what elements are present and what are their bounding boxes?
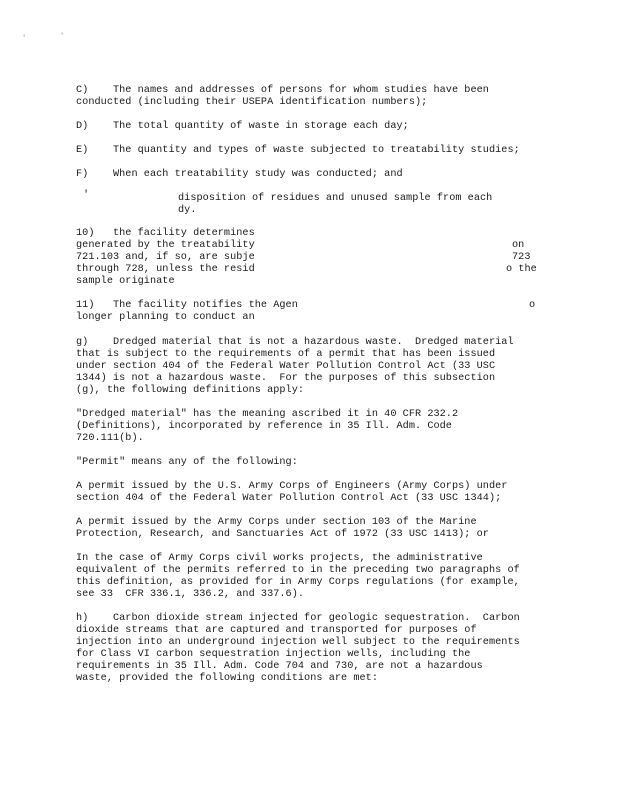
text-line: dioxide streams that are captured and transported for purposes of: [76, 625, 477, 636]
text-line: section 404 of the Federal Water Pollution Control Act (33 USC 1344);: [76, 493, 502, 504]
text-line: (Definitions), incorporated by reference in 35 Ill. Adm. Code: [76, 421, 452, 432]
text-line: this definition, as provided for in Army Corps regulations (for example,: [76, 577, 520, 588]
text-line: on: [512, 240, 525, 251]
scan-mark: ': [22, 35, 27, 43]
text-line: 10) the facility determines: [76, 228, 255, 239]
text-line: Protection, Research, and Sanctuaries Act of 1972 (33 USC 1413); or: [76, 529, 489, 540]
text-line: waste, provided the following conditions are met:: [76, 673, 379, 684]
text-mark: ': [83, 190, 90, 201]
text-line: 723: [512, 252, 531, 263]
text-line: see 33 CFR 336.1, 336.2, and 337.6).: [76, 589, 305, 600]
text-line: through 728, unless the resid: [76, 264, 255, 275]
text-line: generated by the treatability: [76, 240, 255, 251]
text-line: (g), the following definitions apply:: [76, 385, 305, 396]
text-line: requirements in 35 Ill. Adm. Code 704 and 730, are not a hazardous: [76, 661, 483, 672]
text-line: 11) The facility notifies the Agen: [76, 300, 298, 311]
text-line: "Permit" means any of the following:: [76, 457, 298, 468]
text-line: D) The total quantity of waste in storage each day;: [76, 121, 409, 132]
text-line: conducted (including their USEPA identification numbers);: [76, 97, 428, 108]
text-line: o: [529, 300, 536, 311]
text-line: In the case of Army Corps civil works projects, the administrative: [76, 553, 483, 564]
text-line: sample originate: [76, 276, 175, 287]
text-line: o the: [506, 264, 537, 275]
text-line: "Dredged material" has the meaning ascribed it in 40 CFR 232.2: [76, 409, 459, 420]
text-line: h) Carbon dioxide stream injected for geologic sequestration. Carbon: [76, 613, 520, 624]
text-line: under section 404 of the Federal Water Pollution Control Act (33 USC: [76, 361, 496, 372]
text-line: A permit issued by the Army Corps under section 103 of the Marine: [76, 517, 477, 528]
text-line: C) The names and addresses of persons for whom studies have been: [76, 85, 489, 96]
text-line: dy.: [178, 205, 197, 216]
text-line: g) Dredged material that is not a hazardous waste. Dredged material: [76, 337, 514, 348]
text-line: F) When each treatability study was conducted; and: [76, 169, 403, 180]
text-line: disposition of residues and unused sample from each: [178, 193, 493, 204]
text-line: for Class VI carbon sequestration injection wells, including the: [76, 649, 471, 660]
text-line: equivalent of the permits referred to in the preceding two paragraphs of: [76, 565, 520, 576]
scan-mark: ': [60, 33, 65, 41]
text-line: injection into an underground injection well subject to the requirements: [76, 637, 520, 648]
text-line: longer planning to conduct an: [76, 312, 255, 323]
text-line: E) The quantity and types of waste subjected to treatability studies;: [76, 145, 520, 156]
text-line: that is subject to the requirements of a permit that has been issued: [76, 349, 496, 360]
text-line: 721.103 and, if so, are subje: [76, 252, 255, 263]
text-line: 720.111(b).: [76, 433, 144, 444]
text-line: A permit issued by the U.S. Army Corps of Engineers (Army Corps) under: [76, 481, 508, 492]
text-line: 1344) is not a hazardous waste. For the purposes of this subsection: [76, 373, 496, 384]
